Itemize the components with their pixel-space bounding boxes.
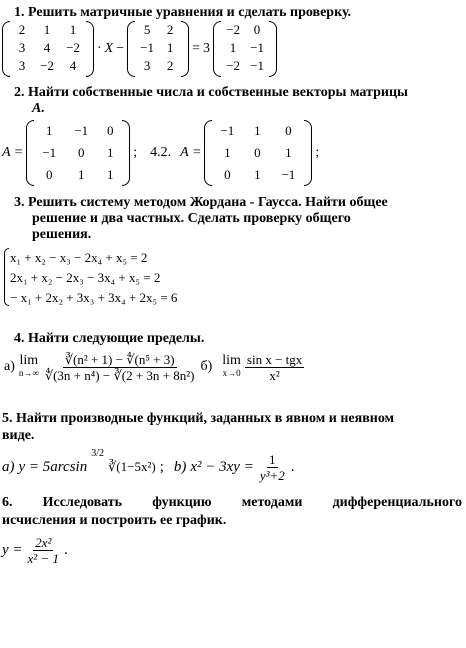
q1-matrix-c-cell: −2 <box>226 22 240 37</box>
q1-equals: = <box>192 41 201 56</box>
q2-matrices <box>2 118 319 188</box>
q6-end: . <box>63 541 68 558</box>
q1-matrix-b-cell: 3 <box>143 58 151 73</box>
q1-matrix-a-cell: 1 <box>69 22 77 37</box>
q1-matrix-b-cell: 2 <box>166 58 174 73</box>
q2-matrix-b-cell: −1 <box>220 123 235 138</box>
q2-matrix-b-cell: −1 <box>281 167 296 182</box>
q5-heading-line2: виде. <box>2 428 35 443</box>
q1-matrix-b-cell: 2 <box>166 22 174 37</box>
q4-part-a: а) <box>4 359 15 374</box>
q6-function <box>2 530 68 570</box>
q5-fa-lhs: y = 5arcsin <box>18 458 88 475</box>
q2-label-a: A = <box>2 145 24 160</box>
q5-fa-root: ∛(1−5x²) <box>108 459 156 474</box>
q1-matrix-c-cell: −1 <box>250 40 264 55</box>
q1-matrix-b <box>127 21 189 77</box>
q1-matrix-b-cell: 1 <box>166 40 174 55</box>
q1-matrix-a-cell: 3 <box>18 40 26 55</box>
q5-fa-exp: 3/2 <box>91 448 105 459</box>
q6-heading-line2: исчисления и построить ее график. <box>2 513 227 528</box>
q5-fb-den: y³+2 <box>259 467 285 483</box>
q2-matrix-a-cell: 1 <box>107 167 114 182</box>
q2-matrix-a-cell: 1 <box>78 167 85 182</box>
q2-matrix-a-cell: 1 <box>107 145 114 160</box>
q2-matrix-b-cell: 0 <box>285 123 292 138</box>
q1-matrix-c-cell: −2 <box>226 58 240 73</box>
q1-matrix-c-cell: −1 <box>250 58 264 73</box>
q2-matrix-a-cell: 0 <box>78 145 85 160</box>
q5-fb-lhs: x² − 3xy = <box>190 458 254 475</box>
q5-part-b: b) <box>173 458 187 475</box>
q1-matrix-a-cell: −2 <box>40 58 54 73</box>
q1-equation <box>2 20 277 78</box>
q2-matrix-b-cell: 1 <box>285 145 292 160</box>
q4-lim-a: lim n→∞ <box>18 353 39 378</box>
q1-matrix-a-cell: 4 <box>69 58 77 73</box>
q5-fb-num: 1 <box>269 451 276 467</box>
q4-frac-a-num: ∛(n² + 1) − ∜(n⁵ + 3) <box>64 351 175 367</box>
q1-matrix-b-cell: 5 <box>143 22 151 37</box>
q4-frac-b-den: x² <box>269 367 280 383</box>
q2-matrix-a <box>26 120 130 186</box>
q4-part-b: б) <box>200 359 213 374</box>
q2-matrix-b-cell: 1 <box>254 167 261 182</box>
q2-matrix-b-cell: 1 <box>224 145 231 160</box>
q1-matrix-c-cell: 1 <box>229 40 237 55</box>
q1-matrix-a-cell: 4 <box>43 40 51 55</box>
q4-lim-b: lim x→0 <box>222 353 241 378</box>
q4-lim-b-sub: x→0 <box>222 368 241 378</box>
q2-matrix-b-cell: 0 <box>224 167 231 182</box>
q6-num: 2x² <box>35 534 52 550</box>
q1-matrix-a-cell: −2 <box>66 40 80 55</box>
q2-matrix-a-cell: −1 <box>74 123 89 138</box>
q4-frac-a <box>43 352 197 383</box>
q1-heading: 1. Решить матричные уравнения и сделать проверку. <box>14 5 352 20</box>
q1-matrix-b-cell: −1 <box>140 40 155 55</box>
q3-eq2: 2x₁ + x₂ − 2x₃ − 3x₄ + x₅ = 2 <box>10 270 161 285</box>
q4-frac-b <box>245 352 304 383</box>
q6-heading-line1: 6. Исследовать функцию методами дифференциального <box>2 495 462 510</box>
q5-heading-line1: 5. Найти производные функций, заданных в явном и неявном <box>2 411 395 426</box>
q4-heading: 4. Найти следующие пределы. <box>14 331 205 346</box>
q4-lim-a-sub: n→∞ <box>18 368 39 378</box>
q2-matrix-a-cell: −1 <box>42 145 57 160</box>
q5-part-a: a) <box>2 458 15 475</box>
q6-lhs: y = <box>2 541 23 558</box>
q1-op-dot: · <box>97 41 102 56</box>
q4-frac-a-den: ∜(3n + n⁴) − ∛(2 + 3n + 8n²) <box>44 367 195 383</box>
q1-matrix-a-cell: 3 <box>18 58 26 73</box>
q3-heading-line3: решения. <box>32 227 92 242</box>
q1-matrix-a-cell: 2 <box>18 22 26 37</box>
q3-system <box>10 248 177 308</box>
q1-matrix-a <box>2 21 94 77</box>
q3-eq1: x₁ + x₂ − x₃ − 2x₄ + x₅ = 2 <box>10 250 148 265</box>
q3-eq3: − x₁ + 2x₂ + 3x₃ + 3x₄ + 2x₅ = 6 <box>10 290 178 305</box>
q2-end: ; <box>315 145 320 160</box>
q5-fa-end: ; <box>159 458 164 475</box>
q2-matrix-b <box>204 120 312 186</box>
q1-op-minus: − <box>116 41 125 56</box>
q1-matrix-c-cell: 0 <box>253 22 261 37</box>
q4-frac-b-num: sin x − tgx <box>246 351 303 367</box>
q2-heading-line2: A. <box>32 101 45 116</box>
q1-matrix-c <box>213 21 277 77</box>
q2-matrix-b-cell: 0 <box>254 145 261 160</box>
q3-heading-line2: решение и два частных. Сделать проверку общего <box>32 211 351 226</box>
q2-matrix-a-cell: 1 <box>46 123 53 138</box>
q6-den: x² − 1 <box>27 550 59 566</box>
q6-frac <box>26 535 61 566</box>
q5-fb-frac <box>258 452 287 483</box>
q3-brace <box>4 248 9 306</box>
q1-coef: 3 <box>203 41 211 56</box>
q2-matrix-b-cell: 1 <box>254 123 261 138</box>
q2-matrix-a-cell: 0 <box>107 123 114 138</box>
q2-alt-num: 4.2. <box>150 145 172 160</box>
q3-heading-line1: 3. Решить систему методом Жордана - Гаусса. Найти общее <box>14 195 388 210</box>
q2-heading-line1: 2. Найти собственные числа и собственные векторы матрицы <box>14 85 408 100</box>
q1-var-x: X <box>104 41 114 56</box>
q2-sep: ; <box>133 145 138 160</box>
q2-matrix-a-cell: 0 <box>46 167 53 182</box>
q4-limits <box>4 345 304 389</box>
q1-matrix-a-cell: 1 <box>43 22 51 37</box>
q2-label-b: A = <box>180 145 202 160</box>
q5-fb-end: . <box>290 458 295 475</box>
q5-functions <box>2 446 295 488</box>
